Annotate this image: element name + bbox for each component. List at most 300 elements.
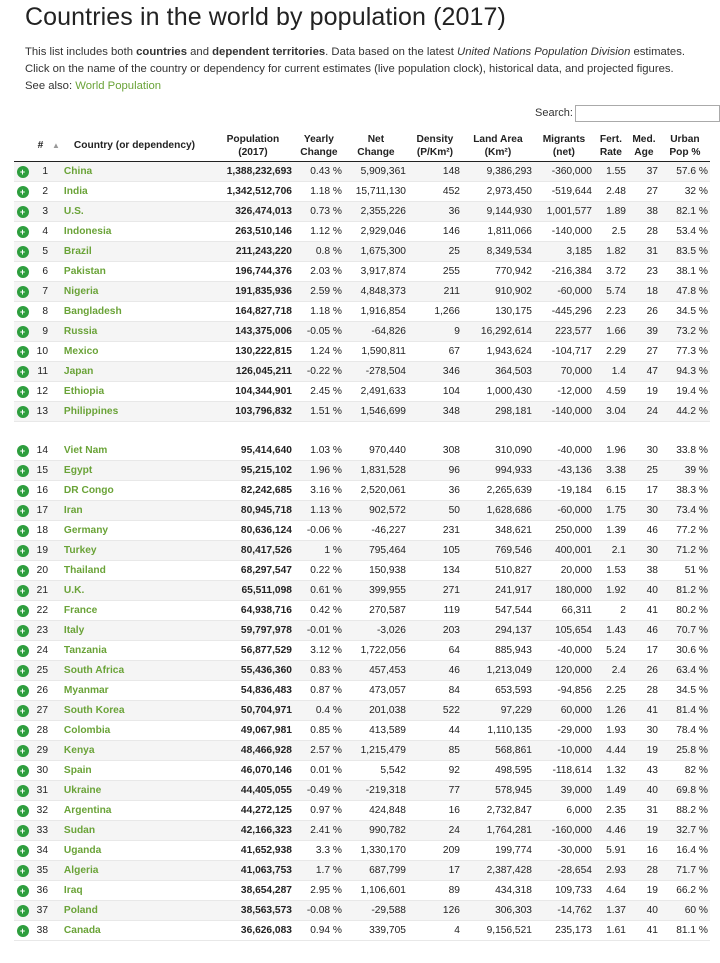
table-row xyxy=(14,402,710,422)
cell-fertility: 1.82 xyxy=(594,242,628,262)
country-link[interactable]: Japan xyxy=(62,362,212,382)
cell-land-area: 364,503 xyxy=(462,362,534,382)
expand-cell[interactable] xyxy=(14,921,31,941)
plus-circle-icon[interactable]: + xyxy=(17,366,29,378)
cell-median-age: 30 xyxy=(628,501,660,521)
country-link[interactable]: Russia xyxy=(62,322,212,342)
expand-cell[interactable] xyxy=(14,741,31,761)
plus-circle-icon[interactable]: + xyxy=(17,725,29,737)
cell-median-age: 41 xyxy=(628,921,660,941)
expand-cell[interactable] xyxy=(14,521,31,541)
plus-circle-icon[interactable]: + xyxy=(17,585,29,597)
cell-land-area: 2,265,639 xyxy=(462,481,534,501)
cell-population: 55,436,360 xyxy=(212,661,294,681)
header-rank[interactable]: # xyxy=(31,130,50,162)
plus-circle-icon[interactable]: + xyxy=(17,505,29,517)
expand-cell[interactable] xyxy=(14,262,31,282)
cell-rank: 16 xyxy=(31,481,50,501)
cell-median-age: 30 xyxy=(628,721,660,741)
cell-rank: 28 xyxy=(31,721,50,741)
cell-yearly-change: 2.45 % xyxy=(294,382,344,402)
cell-fertility: 5.91 xyxy=(594,841,628,861)
cell-net-change: 339,705 xyxy=(344,921,408,941)
plus-circle-icon[interactable]: + xyxy=(17,445,29,457)
cell-population: 36,626,083 xyxy=(212,921,294,941)
country-link[interactable]: Pakistan xyxy=(62,262,212,282)
expand-cell[interactable] xyxy=(14,162,31,182)
cell-median-age: 43 xyxy=(628,761,660,781)
country-link[interactable]: Philippines xyxy=(62,402,212,422)
table-row xyxy=(14,202,710,222)
cell-rank: 10 xyxy=(31,342,50,362)
country-link[interactable]: U.S. xyxy=(62,202,212,222)
plus-circle-icon[interactable]: + xyxy=(17,845,29,857)
cell-median-age: 28 xyxy=(628,222,660,242)
cell-migrants: 6,000 xyxy=(534,801,594,821)
cell-net-change: 457,453 xyxy=(344,661,408,681)
cell-rank: 4 xyxy=(31,222,50,242)
cell-rank: 5 xyxy=(31,242,50,262)
expand-cell[interactable] xyxy=(14,182,31,202)
cell-density: 36 xyxy=(408,481,462,501)
header-sort-icon[interactable] xyxy=(50,130,62,162)
country-link[interactable]: Egypt xyxy=(62,461,212,481)
cell-rank: 30 xyxy=(31,761,50,781)
country-link[interactable]: South Africa xyxy=(62,661,212,681)
cell-urban-pop: 82 % xyxy=(660,761,710,781)
plus-circle-icon[interactable]: + xyxy=(17,905,29,917)
table-row xyxy=(14,861,710,881)
header-yearly-change[interactable]: Yearly Change xyxy=(294,130,344,162)
cell-spacer xyxy=(50,481,62,501)
table-row xyxy=(14,262,710,282)
cell-net-change: 1,675,300 xyxy=(344,242,408,262)
header-urban-pop[interactable]: Urban Pop % xyxy=(660,130,710,162)
expand-cell[interactable] xyxy=(14,641,31,661)
table-row xyxy=(14,162,710,182)
cell-density: 346 xyxy=(408,362,462,382)
cell-median-age: 30 xyxy=(628,541,660,561)
country-link[interactable]: Algeria xyxy=(62,861,212,881)
expand-cell[interactable] xyxy=(14,541,31,561)
plus-circle-icon[interactable]: + xyxy=(17,346,29,358)
cell-density: 146 xyxy=(408,222,462,242)
cell-median-age: 38 xyxy=(628,561,660,581)
country-link[interactable]: Tanzania xyxy=(62,641,212,661)
country-link[interactable]: Myanmar xyxy=(62,681,212,701)
search-input[interactable] xyxy=(575,105,720,122)
cell-density: 67 xyxy=(408,342,462,362)
cell-urban-pop: 66.2 % xyxy=(660,881,710,901)
cell-fertility: 1.43 xyxy=(594,621,628,641)
table-row xyxy=(14,841,710,861)
cell-rank: 20 xyxy=(31,561,50,581)
page-title: Countries in the world by population (2017) xyxy=(25,3,506,31)
plus-circle-icon[interactable]: + xyxy=(17,785,29,797)
plus-circle-icon[interactable]: + xyxy=(17,565,29,577)
cell-net-change: 2,491,633 xyxy=(344,382,408,402)
plus-circle-icon[interactable]: + xyxy=(17,625,29,637)
cell-density: 24 xyxy=(408,821,462,841)
cell-spacer xyxy=(50,601,62,621)
cell-median-age: 46 xyxy=(628,521,660,541)
cell-yearly-change: 1.12 % xyxy=(294,222,344,242)
plus-circle-icon[interactable]: + xyxy=(17,266,29,278)
cell-migrants: -40,000 xyxy=(534,641,594,661)
table-row xyxy=(14,581,710,601)
cell-rank: 2 xyxy=(31,182,50,202)
country-link[interactable]: Germany xyxy=(62,521,212,541)
cell-median-age: 27 xyxy=(628,182,660,202)
cell-median-age: 28 xyxy=(628,681,660,701)
cell-urban-pop: 81.4 % xyxy=(660,701,710,721)
country-link[interactable]: Ukraine xyxy=(62,781,212,801)
expand-cell[interactable] xyxy=(14,561,31,581)
expand-cell[interactable] xyxy=(14,681,31,701)
cell-urban-pop: 53.4 % xyxy=(660,222,710,242)
cell-land-area: 885,943 xyxy=(462,641,534,661)
cell-rank: 37 xyxy=(31,901,50,921)
cell-rank: 8 xyxy=(31,302,50,322)
table-row xyxy=(14,302,710,322)
plus-circle-icon[interactable]: + xyxy=(17,865,29,877)
cell-land-area: 348,621 xyxy=(462,521,534,541)
header-density[interactable]: Density (P/Km²) xyxy=(408,130,462,162)
cell-migrants: -94,856 xyxy=(534,681,594,701)
plus-circle-icon[interactable]: + xyxy=(17,665,29,677)
expand-cell[interactable] xyxy=(14,222,31,242)
cell-urban-pop: 60 % xyxy=(660,901,710,921)
cell-yearly-change: 0.94 % xyxy=(294,921,344,941)
cell-land-area: 653,593 xyxy=(462,681,534,701)
cell-fertility: 2.25 xyxy=(594,681,628,701)
expand-cell[interactable] xyxy=(14,841,31,861)
expand-cell[interactable] xyxy=(14,362,31,382)
plus-circle-icon[interactable]: + xyxy=(17,645,29,657)
plus-circle-icon[interactable]: + xyxy=(17,226,29,238)
cell-land-area: 994,933 xyxy=(462,461,534,481)
expand-cell[interactable] xyxy=(14,621,31,641)
cell-urban-pop: 44.2 % xyxy=(660,402,710,422)
cell-yearly-change: -0.22 % xyxy=(294,362,344,382)
cell-density: 85 xyxy=(408,741,462,761)
cell-spacer xyxy=(50,501,62,521)
cell-median-age: 47 xyxy=(628,362,660,382)
country-link[interactable]: Canada xyxy=(62,921,212,941)
plus-circle-icon[interactable]: + xyxy=(17,485,29,497)
cell-median-age: 25 xyxy=(628,461,660,481)
plus-circle-icon[interactable]: + xyxy=(17,885,29,897)
table-body xyxy=(14,162,710,941)
expand-cell[interactable] xyxy=(14,382,31,402)
expand-cell[interactable] xyxy=(14,202,31,222)
table-row xyxy=(14,761,710,781)
country-link[interactable]: Indonesia xyxy=(62,222,212,242)
header-expand xyxy=(14,130,31,162)
cell-net-change: 15,711,130 xyxy=(344,182,408,202)
cell-population: 103,796,832 xyxy=(212,402,294,422)
expand-cell[interactable] xyxy=(14,861,31,881)
cell-land-area: 9,144,930 xyxy=(462,202,534,222)
cell-spacer xyxy=(50,242,62,262)
plus-circle-icon[interactable]: + xyxy=(17,525,29,537)
expand-cell[interactable] xyxy=(14,282,31,302)
expand-cell[interactable] xyxy=(14,441,31,461)
cell-fertility: 4.46 xyxy=(594,821,628,841)
cell-density: 89 xyxy=(408,881,462,901)
country-link[interactable]: Ethiopia xyxy=(62,382,212,402)
table-row xyxy=(14,222,710,242)
plus-circle-icon[interactable]: + xyxy=(17,386,29,398)
country-link[interactable]: Mexico xyxy=(62,342,212,362)
cell-population: 191,835,936 xyxy=(212,282,294,302)
cell-net-change: 1,215,479 xyxy=(344,741,408,761)
cell-fertility: 2.4 xyxy=(594,661,628,681)
table-row xyxy=(14,681,710,701)
cell-density: 16 xyxy=(408,801,462,821)
cell-rank: 35 xyxy=(31,861,50,881)
expand-cell[interactable] xyxy=(14,601,31,621)
cell-population: 196,744,376 xyxy=(212,262,294,282)
plus-circle-icon[interactable]: + xyxy=(17,465,29,477)
country-link[interactable]: Kenya xyxy=(62,741,212,761)
plus-circle-icon[interactable]: + xyxy=(17,406,29,418)
cell-median-age: 37 xyxy=(628,162,660,182)
expand-cell[interactable] xyxy=(14,581,31,601)
cell-urban-pop: 19.4 % xyxy=(660,382,710,402)
cell-density: 348 xyxy=(408,402,462,422)
plus-circle-icon[interactable]: + xyxy=(17,186,29,198)
cell-rank: 1 xyxy=(31,162,50,182)
country-link[interactable]: U.K. xyxy=(62,581,212,601)
cell-density: 50 xyxy=(408,501,462,521)
plus-circle-icon[interactable]: + xyxy=(17,805,29,817)
country-link[interactable]: Poland xyxy=(62,901,212,921)
cell-migrants: -28,654 xyxy=(534,861,594,881)
cell-median-age: 46 xyxy=(628,621,660,641)
cell-density: 209 xyxy=(408,841,462,861)
plus-circle-icon[interactable]: + xyxy=(17,166,29,178)
cell-spacer xyxy=(50,781,62,801)
plus-circle-icon[interactable]: + xyxy=(17,925,29,937)
country-link[interactable]: Spain xyxy=(62,761,212,781)
expand-cell[interactable] xyxy=(14,501,31,521)
cell-urban-pop: 30.6 % xyxy=(660,641,710,661)
country-link[interactable]: France xyxy=(62,601,212,621)
country-link[interactable]: Colombia xyxy=(62,721,212,741)
plus-circle-icon[interactable]: + xyxy=(17,685,29,697)
cell-net-change: 1,916,854 xyxy=(344,302,408,322)
cell-rank: 34 xyxy=(31,841,50,861)
cell-yearly-change: 2.95 % xyxy=(294,881,344,901)
country-link[interactable]: Iran xyxy=(62,501,212,521)
plus-circle-icon[interactable]: + xyxy=(17,286,29,298)
plus-circle-icon[interactable]: + xyxy=(17,705,29,717)
country-link[interactable]: Viet Nam xyxy=(62,441,212,461)
plus-circle-icon[interactable]: + xyxy=(17,246,29,258)
cell-population: 65,511,098 xyxy=(212,581,294,601)
expand-cell[interactable] xyxy=(14,761,31,781)
cell-urban-pop: 51 % xyxy=(660,561,710,581)
header-population[interactable]: Population (2017) xyxy=(212,130,294,162)
cell-yearly-change: 0.4 % xyxy=(294,701,344,721)
table-row xyxy=(14,881,710,901)
cell-net-change: 3,917,874 xyxy=(344,262,408,282)
country-link[interactable]: Iraq xyxy=(62,881,212,901)
cell-migrants: 70,000 xyxy=(534,362,594,382)
cell-migrants: -30,000 xyxy=(534,841,594,861)
header-median-age[interactable]: Med. Age xyxy=(628,130,660,162)
cell-population: 68,297,547 xyxy=(212,561,294,581)
cell-spacer xyxy=(50,581,62,601)
cell-median-age: 30 xyxy=(628,441,660,461)
expand-cell[interactable] xyxy=(14,901,31,921)
header-land-area[interactable]: Land Area (Km²) xyxy=(462,130,534,162)
country-link[interactable]: China xyxy=(62,162,212,182)
cell-fertility: 1.49 xyxy=(594,781,628,801)
cell-urban-pop: 70.7 % xyxy=(660,621,710,641)
cell-land-area: 298,181 xyxy=(462,402,534,422)
cell-spacer xyxy=(50,681,62,701)
cell-population: 80,417,526 xyxy=(212,541,294,561)
country-link[interactable]: Nigeria xyxy=(62,282,212,302)
cell-spacer xyxy=(50,342,62,362)
expand-cell[interactable] xyxy=(14,721,31,741)
cell-spacer xyxy=(50,322,62,342)
plus-circle-icon[interactable]: + xyxy=(17,765,29,777)
cell-median-age: 19 xyxy=(628,382,660,402)
expand-cell[interactable] xyxy=(14,342,31,362)
cell-fertility: 1.26 xyxy=(594,701,628,721)
country-link[interactable]: Thailand xyxy=(62,561,212,581)
cell-net-change: 902,572 xyxy=(344,501,408,521)
cell-migrants: 109,733 xyxy=(534,881,594,901)
cell-land-area: 1,764,281 xyxy=(462,821,534,841)
expand-cell[interactable] xyxy=(14,302,31,322)
header-migrants[interactable]: Migrants (net) xyxy=(534,130,594,162)
cell-rank: 27 xyxy=(31,701,50,721)
country-link[interactable]: DR Congo xyxy=(62,481,212,501)
cell-population: 263,510,146 xyxy=(212,222,294,242)
cell-rank: 3 xyxy=(31,202,50,222)
expand-cell[interactable] xyxy=(14,461,31,481)
expand-cell[interactable] xyxy=(14,242,31,262)
cell-spacer xyxy=(50,461,62,481)
cell-density: 9 xyxy=(408,322,462,342)
expand-cell[interactable] xyxy=(14,661,31,681)
cell-spacer xyxy=(50,701,62,721)
expand-cell[interactable] xyxy=(14,322,31,342)
row-separator xyxy=(14,422,710,442)
cell-spacer xyxy=(50,721,62,741)
expand-cell[interactable] xyxy=(14,781,31,801)
world-population-link[interactable]: World Population xyxy=(75,80,162,92)
cell-net-change: 150,938 xyxy=(344,561,408,581)
header-net-change[interactable]: Net Change xyxy=(344,130,408,162)
header-country[interactable]: Country (or dependency) xyxy=(62,130,212,162)
cell-yearly-change: 0.43 % xyxy=(294,162,344,182)
cell-yearly-change: 1.13 % xyxy=(294,501,344,521)
cell-urban-pop: 69.8 % xyxy=(660,781,710,801)
cell-fertility: 3.38 xyxy=(594,461,628,481)
cell-fertility: 1.96 xyxy=(594,441,628,461)
cell-density: 148 xyxy=(408,162,462,182)
cell-median-age: 26 xyxy=(628,661,660,681)
cell-migrants: -140,000 xyxy=(534,222,594,242)
expand-cell[interactable] xyxy=(14,481,31,501)
cell-land-area: 1,811,066 xyxy=(462,222,534,242)
population-table xyxy=(14,130,710,941)
separator-cell xyxy=(14,422,710,442)
cell-spacer xyxy=(50,761,62,781)
cell-fertility: 1.66 xyxy=(594,322,628,342)
cell-population: 211,243,220 xyxy=(212,242,294,262)
table-row xyxy=(14,741,710,761)
plus-circle-icon[interactable]: + xyxy=(17,545,29,557)
country-link[interactable]: Brazil xyxy=(62,242,212,262)
cell-urban-pop: 94.3 % xyxy=(660,362,710,382)
country-link[interactable]: Bangladesh xyxy=(62,302,212,322)
cell-yearly-change: 1.03 % xyxy=(294,441,344,461)
cell-fertility: 2.23 xyxy=(594,302,628,322)
plus-circle-icon[interactable]: + xyxy=(17,745,29,757)
cell-fertility: 3.72 xyxy=(594,262,628,282)
country-link[interactable]: Argentina xyxy=(62,801,212,821)
cell-net-change: -3,026 xyxy=(344,621,408,641)
cell-density: 105 xyxy=(408,541,462,561)
country-link[interactable]: Uganda xyxy=(62,841,212,861)
cell-net-change: -29,588 xyxy=(344,901,408,921)
cell-fertility: 1.75 xyxy=(594,501,628,521)
plus-circle-icon[interactable]: + xyxy=(17,206,29,218)
expand-cell[interactable] xyxy=(14,801,31,821)
cell-rank: 22 xyxy=(31,601,50,621)
country-link[interactable]: Turkey xyxy=(62,541,212,561)
country-link[interactable]: Italy xyxy=(62,621,212,641)
cell-spacer xyxy=(50,202,62,222)
expand-cell[interactable] xyxy=(14,881,31,901)
cell-fertility: 2.93 xyxy=(594,861,628,881)
plus-circle-icon[interactable]: + xyxy=(17,605,29,617)
cell-net-change: 270,587 xyxy=(344,601,408,621)
country-link[interactable]: Sudan xyxy=(62,821,212,841)
cell-land-area: 1,943,624 xyxy=(462,342,534,362)
cell-urban-pop: 73.4 % xyxy=(660,501,710,521)
header-fertility[interactable]: Fert. Rate xyxy=(594,130,628,162)
country-link[interactable]: India xyxy=(62,182,212,202)
table-row xyxy=(14,701,710,721)
cell-urban-pop: 34.5 % xyxy=(660,681,710,701)
expand-cell[interactable] xyxy=(14,701,31,721)
cell-spacer xyxy=(50,262,62,282)
plus-circle-icon[interactable]: + xyxy=(17,326,29,338)
expand-cell[interactable] xyxy=(14,821,31,841)
sort-asc-icon[interactable]: ▲ xyxy=(52,141,60,150)
plus-circle-icon[interactable]: + xyxy=(17,306,29,318)
cell-yearly-change: -0.06 % xyxy=(294,521,344,541)
cell-population: 126,045,211 xyxy=(212,362,294,382)
cell-net-change: -219,318 xyxy=(344,781,408,801)
cell-migrants: -10,000 xyxy=(534,741,594,761)
search-label: Search: xyxy=(535,107,573,119)
cell-migrants: -519,644 xyxy=(534,182,594,202)
cell-population: 41,063,753 xyxy=(212,861,294,881)
cell-land-area: 578,945 xyxy=(462,781,534,801)
cell-migrants: 39,000 xyxy=(534,781,594,801)
expand-cell[interactable] xyxy=(14,402,31,422)
country-link[interactable]: South Korea xyxy=(62,701,212,721)
plus-circle-icon[interactable]: + xyxy=(17,825,29,837)
